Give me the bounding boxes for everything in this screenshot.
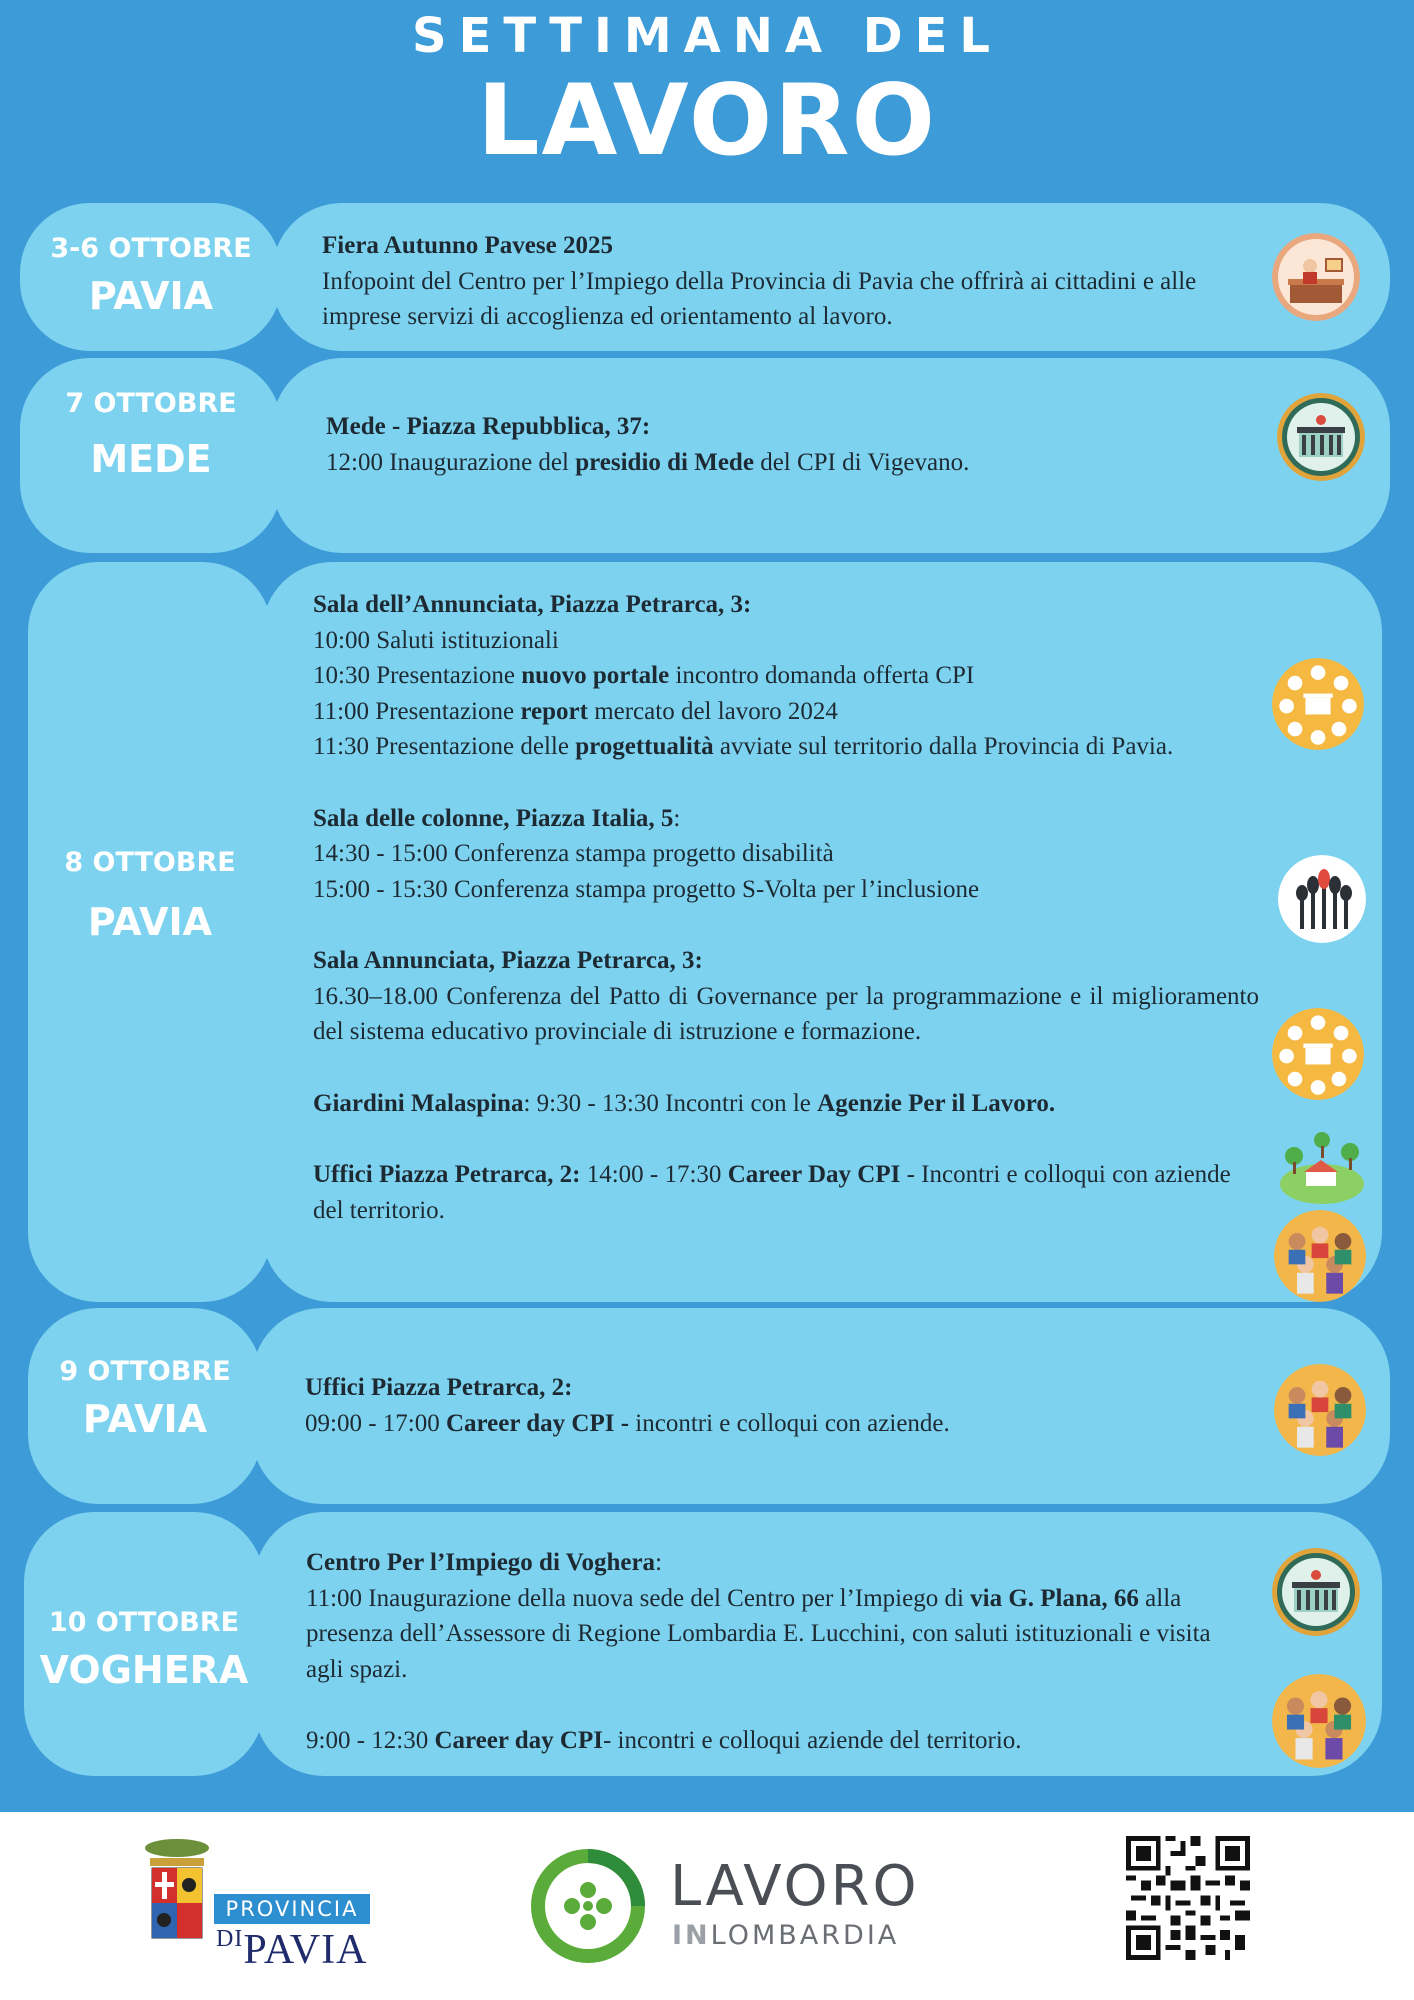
network-people-icon (1272, 1008, 1364, 1100)
footer (0, 1812, 1414, 2000)
coat-of-arms-icon (140, 1836, 214, 1946)
date-label: 7 OTTOBRE (65, 388, 237, 419)
in-lombardia-word (672, 1920, 899, 1951)
text-line: 15:00 - 15:30 Conferenza stampa progetto S-Volta per l’inclusione (313, 875, 980, 903)
date-badge-2 (20, 358, 282, 553)
text-bold: nuovo portale (521, 662, 670, 689)
provincia-pavia-logo (140, 1836, 380, 1973)
block-title: Sala dell’Annunciata, Piazza Petrarca, 3: (313, 591, 752, 618)
text-run: 09:00 - 17:00 (305, 1409, 446, 1437)
event-title: Centro Per l’Impiego di Voghera (306, 1549, 656, 1576)
header-line1: SETTIMANA DEL (412, 8, 1002, 64)
date-badge-5 (24, 1512, 264, 1776)
date-badge-3 (28, 562, 272, 1302)
lavoro-in-lombardia-logo (530, 1848, 920, 1964)
pavia-word: PAVIA (243, 1927, 368, 1973)
text-bold: progettualità (575, 733, 714, 760)
date-label: 8 OTTOBRE (64, 847, 236, 878)
text-line: 16.30–18.00 Conferenza del Patto di Governance per la programmazione e il miglioramento del sistema educativo provinciale di istruzione e formazione. (313, 982, 1259, 1045)
city-label: PAVIA (88, 274, 214, 318)
text-bold: Career Day CPI (727, 1161, 901, 1188)
receptionist-icon (1272, 233, 1360, 321)
text-bold: report (520, 697, 588, 725)
text-run: : (655, 1549, 663, 1576)
date-badge-1 (20, 203, 282, 351)
text-run: incontri e colloqui con aziende. (629, 1409, 950, 1437)
text-bold: Agenzie Per il Lavoro. (817, 1089, 1056, 1117)
text-bold: via G. Plana, 66 (970, 1584, 1139, 1612)
text-run: 9:00 - 12:30 (306, 1727, 435, 1754)
text-bold: Giardini Malaspina (313, 1089, 524, 1117)
text-bold: Career day CPI (434, 1727, 603, 1754)
in-word: IN (672, 1920, 711, 1951)
text-run: avviate sul territorio dalla Provincia di Pavia. (713, 733, 1174, 760)
text-bold: presidio di Mede (575, 448, 754, 476)
text-run: - Incontri e colloqui con aziende del territorio. (313, 1161, 1231, 1224)
text-run: mercato del lavoro 2024 (587, 697, 838, 725)
text-run: alla presenza dell’Assessore di Regione Lombardia E. Lucchini, con saluti istituzionali e visita agli spazi. (306, 1584, 1211, 1683)
text-run: 14:00 - 17:30 (580, 1161, 728, 1188)
text-run: 11:30 Presentazione delle (313, 733, 576, 760)
crowd-icon (1274, 1364, 1366, 1456)
text-run: del CPI di Vigevano. (753, 448, 970, 476)
di-label: DI (216, 1926, 244, 1952)
city-label: MEDE (90, 437, 212, 481)
text-run: : 9:30 - 13:30 Incontri con le (523, 1089, 818, 1117)
event-text-3 (313, 587, 1259, 1228)
event-text-5 (306, 1545, 1226, 1759)
building-icon (1277, 393, 1365, 481)
text-bold: Uffici Piazza Petrarca, 2: (313, 1161, 581, 1188)
text-bold: Career day CPI - (445, 1409, 630, 1437)
text-run: 12:00 Inaugurazione del (326, 448, 576, 476)
text-run: 11:00 Presentazione (313, 697, 521, 725)
event-text-1 (322, 228, 1222, 335)
text-run: 10:30 Presentazione (313, 662, 522, 689)
header-line2: LAVORO (477, 64, 937, 178)
block-title: Sala Annunciata, Piazza Petrarca, 3: (313, 947, 703, 974)
event-text-2 (326, 409, 1226, 480)
building-icon (1272, 1548, 1360, 1636)
crowd-icon (1274, 1210, 1366, 1302)
text-line: 10:00 Saluti istituzionali (313, 626, 559, 654)
text-line: 14:30 - 15:00 Conferenza stampa progetto disabilità (313, 840, 834, 867)
event-title: Mede - Piazza Repubblica, 37: (326, 413, 651, 440)
event-title: Fiera Autunno Pavese 2025 (322, 232, 613, 259)
lavoro-ring-icon (530, 1848, 646, 1964)
network-people-icon (1272, 658, 1364, 750)
text-run: 11:00 Inaugurazione della nuova sede del Centro per l’Impiego di (306, 1584, 971, 1612)
region-word: LOMBARDIA (710, 1920, 900, 1951)
lavoro-word: LAVORO (670, 1854, 920, 1919)
text-run: : (673, 804, 681, 832)
date-label: 10 OTTOBRE (48, 1607, 240, 1638)
date-label: 9 OTTOBRE (59, 1356, 231, 1387)
text-run: incontro domanda offerta CPI (669, 662, 975, 689)
text-run: - incontri e colloqui aziende del territorio. (602, 1727, 1022, 1754)
microphones-icon (1278, 855, 1366, 943)
pavia-label (216, 1926, 367, 1974)
event-title: Uffici Piazza Petrarca, 2: (305, 1374, 573, 1401)
city-label: PAVIA (82, 1397, 208, 1441)
qr-code-icon[interactable] (1126, 1836, 1250, 1960)
city-label: PAVIA (87, 900, 213, 944)
event-desc: Infopoint del Centro per l’Impiego della Provincia di Pavia che offrirà ai cittadini e alle imprese servizi di accoglienza ed orientamento al lavoro. (322, 267, 1197, 330)
park-icon (1278, 1122, 1366, 1210)
block-title: Sala delle colonne, Piazza Italia, 5 (313, 804, 674, 832)
crowd-icon (1272, 1674, 1366, 1768)
date-badge-4 (28, 1308, 262, 1504)
event-text-4 (305, 1370, 1225, 1441)
city-label: VOGHERA (39, 1648, 249, 1692)
provincia-label: PROVINCIA (214, 1894, 370, 1924)
date-label: 3-6 OTTOBRE (50, 233, 252, 264)
